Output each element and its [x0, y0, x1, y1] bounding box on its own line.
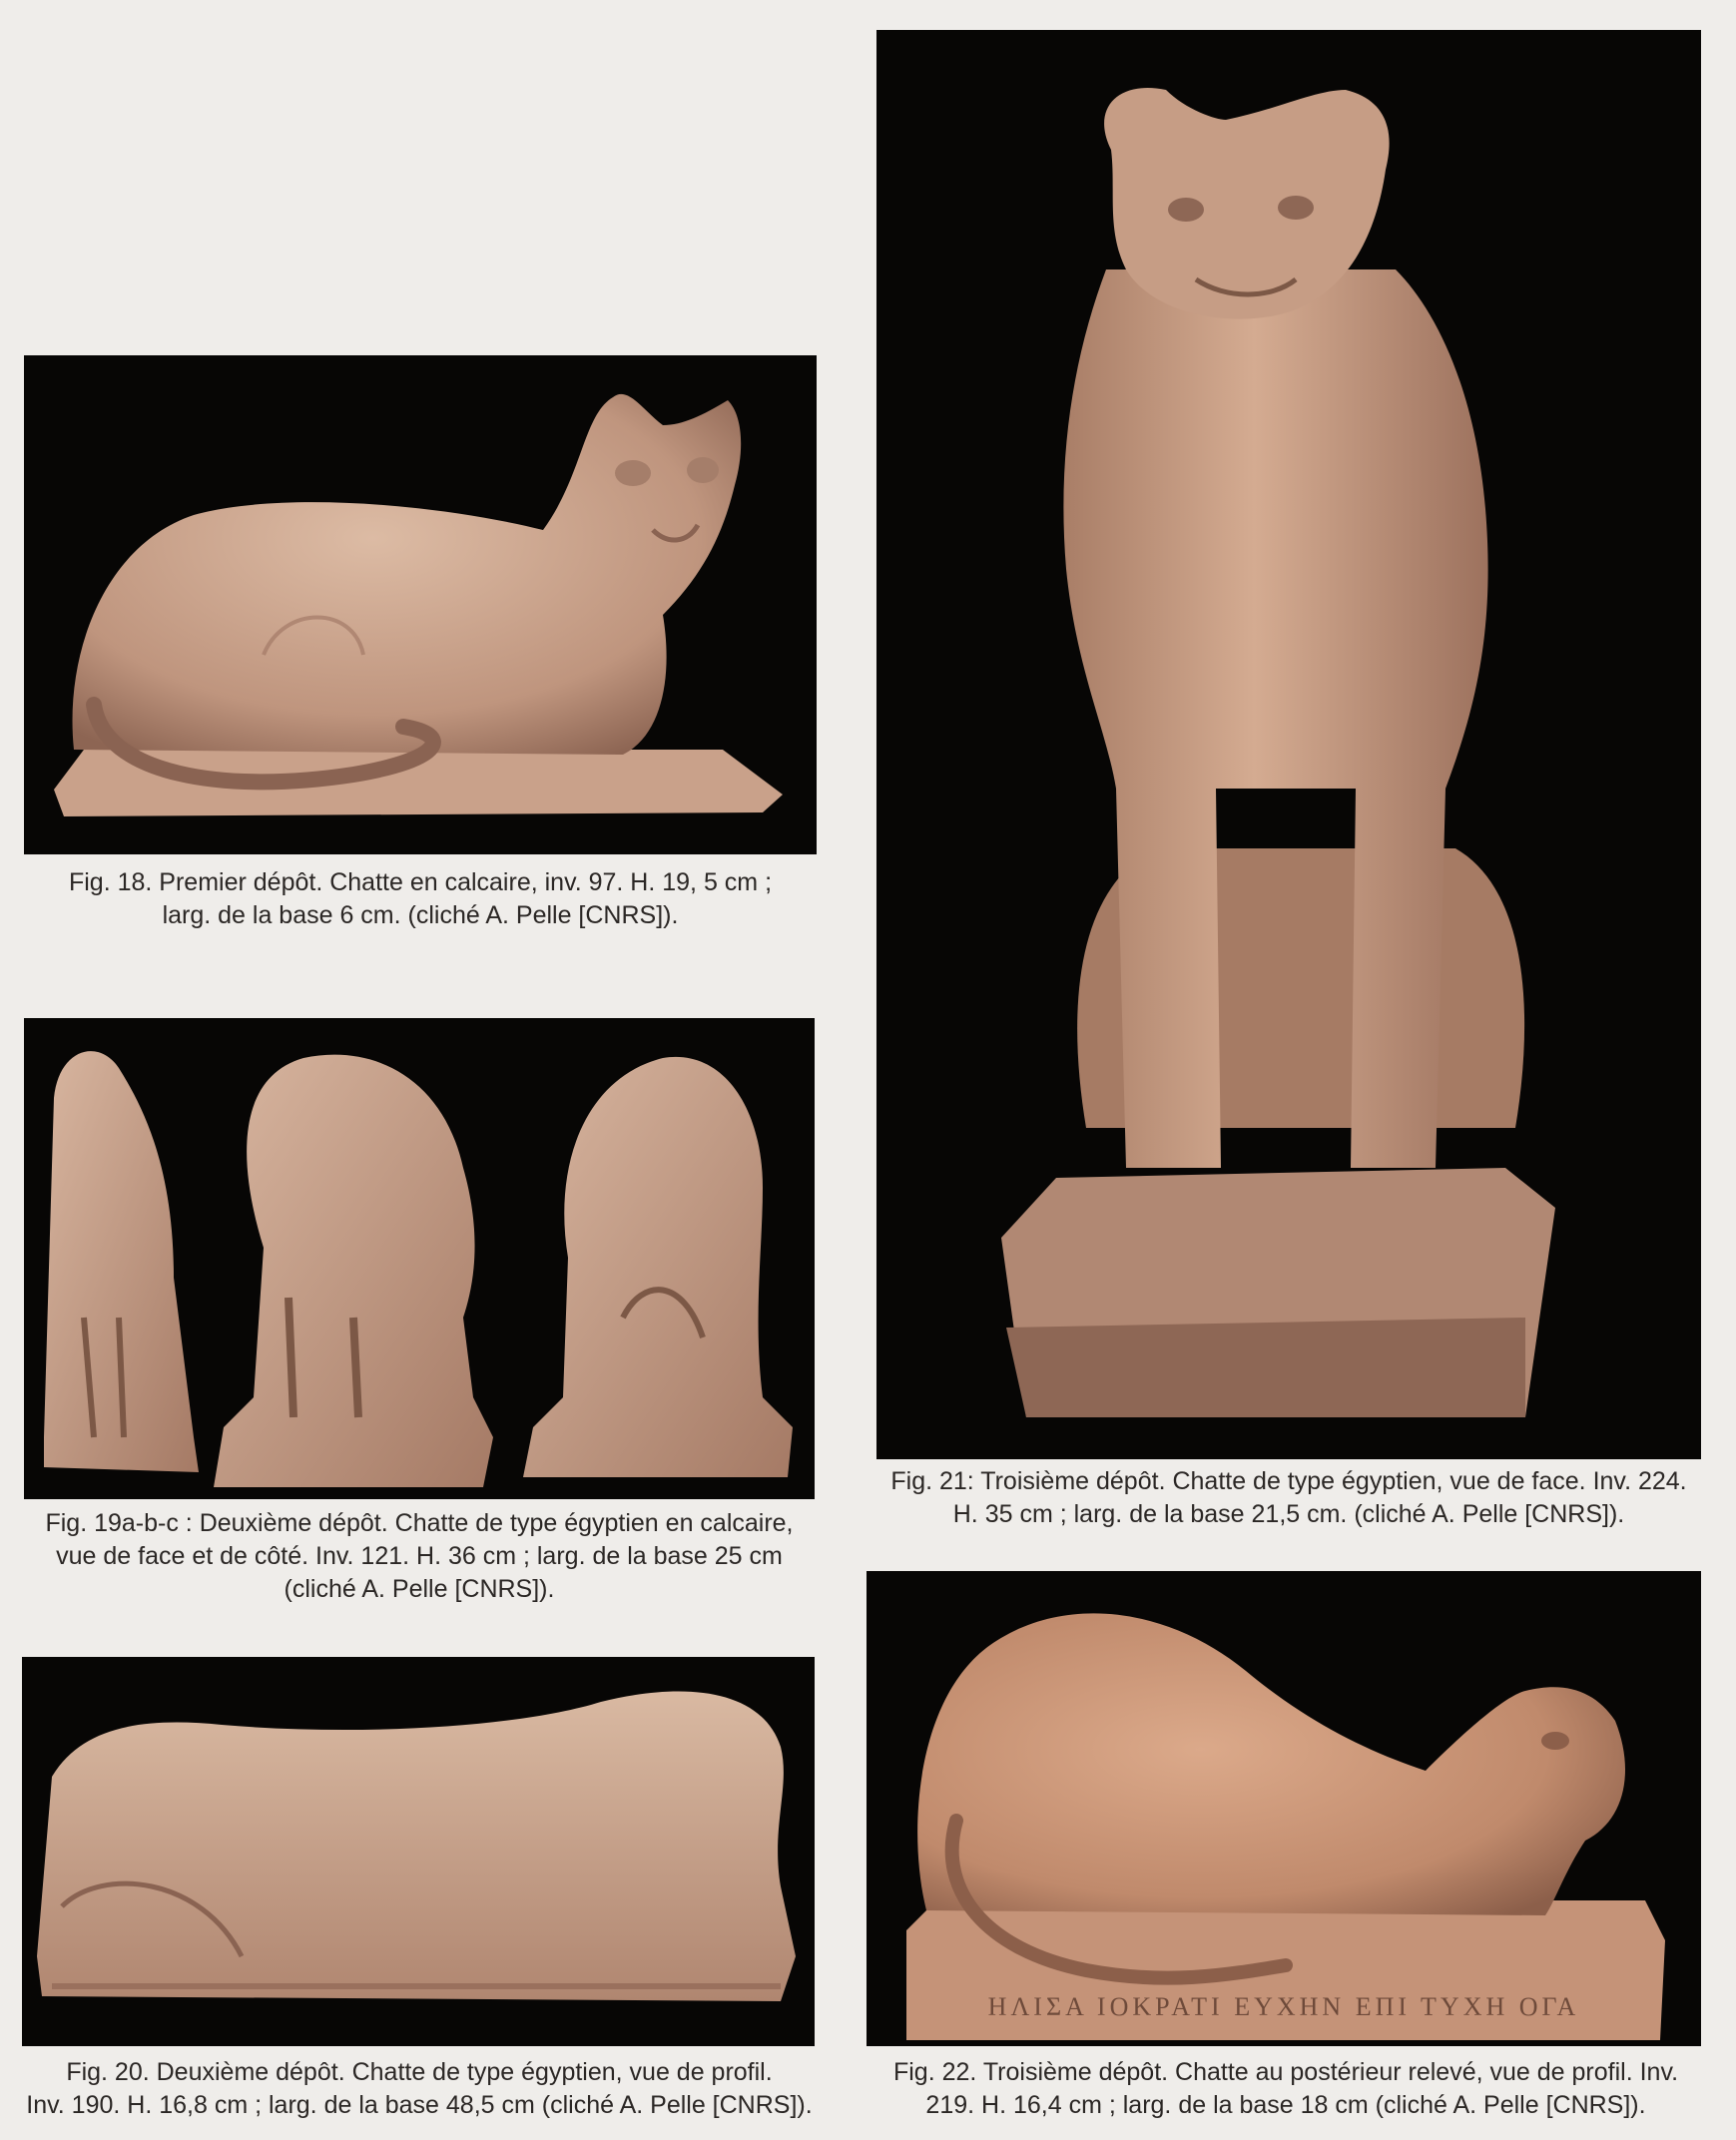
fig20-photo [22, 1657, 815, 2046]
fig21-photo [876, 30, 1701, 1459]
reclining-cat-illustration [24, 355, 817, 854]
crouching-cat-inscribed-illustration [867, 1571, 1701, 2046]
weathered-cat-profile-illustration [22, 1657, 815, 2046]
fig21-caption: Fig. 21: Troisième dépôt. Chatte de type égyptien, vue de face. Inv. 224. H. 35 cm ; larg. de la base 21,5 cm. (cliché A. Pelle [CNRS]). [890, 1467, 1687, 1528]
bleed-through-text [120, 20, 819, 230]
fig22-caption: Fig. 22. Troisième dépôt. Chatte au postérieur relevé, vue de profil. Inv. 219. H. 16,4 cm ; larg. de la base 18 cm (cliché A. Pelle [CNRS]). [892, 2058, 1679, 2119]
fig22-photo [867, 1571, 1701, 2046]
fig19-caption: Fig. 19a-b-c : Deuxième dépôt. Chatte de type égyptien en calcaire, vue de face et de côté. Inv. 121. H. 36 cm ; larg. de la base 25 cm (cliché A. Pelle [CNRS]). [45, 1509, 794, 1603]
seated-cat-front-illustration [876, 30, 1701, 1459]
fig19-photo [24, 1018, 815, 1499]
fig18-caption: Fig. 18. Premier dépôt. Chatte en calcaire, inv. 97. H. 19, 5 cm ; larg. de la base 6 cm. (cliché A. Pelle [CNRS]). [68, 868, 773, 929]
fig20-caption: Fig. 20. Deuxième dépôt. Chatte de type égyptien, vue de profil. Inv. 190. H. 16,8 cm ; larg. de la base 48,5 cm (cliché A. Pelle [CNRS]). [26, 2058, 813, 2119]
three-views-cat-illustration [24, 1018, 815, 1499]
fig18-photo [24, 355, 817, 854]
base-inscription: ΗΛΙΣΑ ΙΟΚΡΑΤΙ ΕΥΧΗΝ ΕΠΙ ΤΥΧΗ ΟΓΑ [987, 1992, 1580, 2021]
